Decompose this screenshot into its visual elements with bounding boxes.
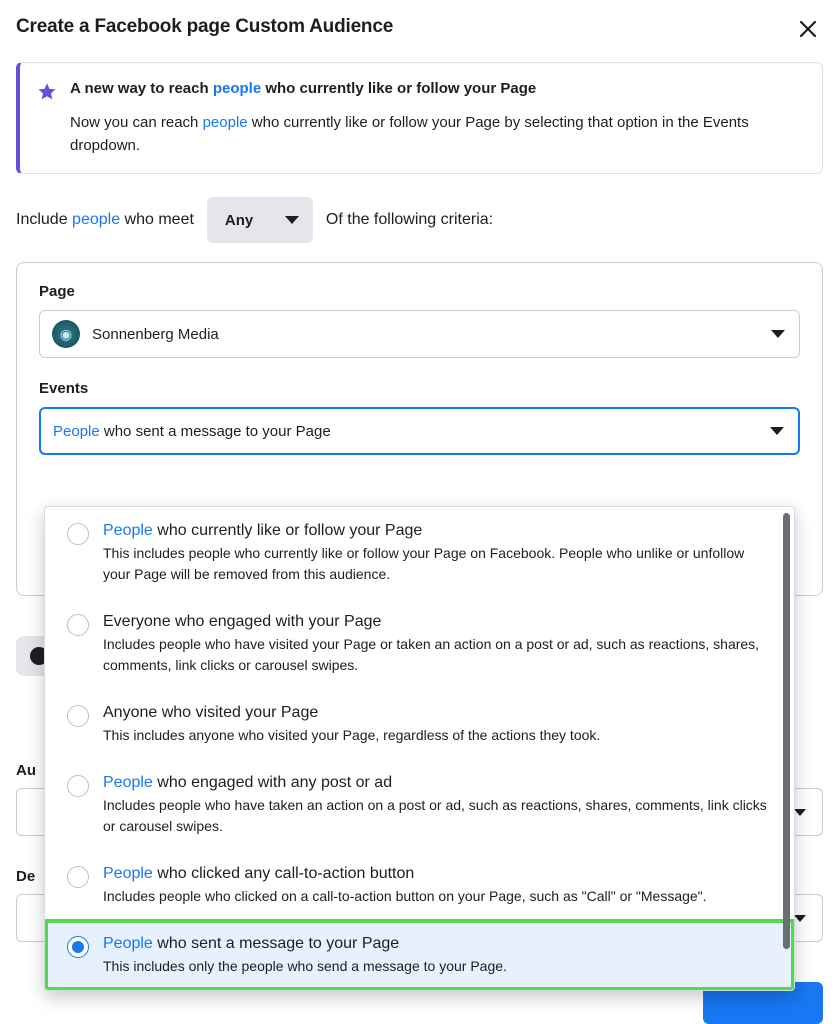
radio-button[interactable]: [67, 614, 89, 636]
page-select-value: Sonnenberg Media: [92, 325, 219, 343]
events-select[interactable]: [39, 407, 800, 455]
include-criteria-row: [16, 196, 823, 244]
radio-button[interactable]: [67, 866, 89, 888]
page-title: Create a Facebook page Custom Audience: [16, 16, 394, 37]
dropdown-option-title-rest: who sent a message to your Page: [152, 935, 400, 952]
dropdown-option[interactable]: [45, 920, 794, 990]
radio-button[interactable]: [67, 936, 89, 958]
banner-title-prefix: A new way to reach: [70, 80, 213, 97]
description-label: De: [16, 868, 36, 885]
banner-title-suffix: who currently like or follow your Page: [261, 80, 537, 97]
events-select-value-rest: who sent a message to your Page: [99, 422, 331, 440]
banner-title-link[interactable]: people: [212, 80, 262, 97]
dropdown-option-text: [103, 863, 768, 907]
banner-body: [70, 111, 804, 157]
info-banner: [16, 62, 823, 174]
dropdown-option-description: This includes only the people who send a message to your Page.: [103, 958, 507, 974]
match-type-value: Any: [224, 211, 254, 229]
dropdown-option-title-rest: who engaged with any post or ad: [152, 774, 393, 791]
chevron-down-icon: [285, 216, 299, 224]
events-field-label: Events: [39, 380, 89, 397]
dropdown-option-title-link: People: [103, 522, 153, 539]
events-dropdown: [44, 506, 795, 991]
dropdown-option-text: [103, 520, 768, 585]
dropdown-option[interactable]: [45, 759, 794, 850]
include-text: [16, 211, 194, 229]
include-suffix: Of the following criteria:: [325, 211, 494, 228]
events-select-value-link: People: [53, 422, 100, 440]
include-mid: who meet: [120, 211, 194, 228]
radio-button[interactable]: [67, 775, 89, 797]
include-people-link[interactable]: people: [72, 211, 121, 228]
page-select[interactable]: [39, 310, 800, 358]
dropdown-option-description: Includes people who have taken an action on a post or ad, such as reactions, shares, comments, link clicks or carousel swipes.: [103, 797, 767, 834]
dropdown-option[interactable]: [45, 689, 794, 759]
dropdown-option-title-rest: who clicked any call-to-action button: [152, 865, 415, 882]
banner-body-suffix: who currently like or follow your Page by selecting that option in the Events dropdown.: [70, 114, 749, 154]
include-prefix: Include: [16, 211, 73, 228]
dropdown-option-title-link: People: [103, 935, 153, 952]
dropdown-option[interactable]: [45, 850, 794, 920]
dropdown-option-description: This includes anyone who visited your Page, regardless of the actions they took.: [103, 727, 601, 743]
radio-button[interactable]: [67, 705, 89, 727]
dropdown-option-title-link: People: [103, 865, 153, 882]
banner-title: [70, 79, 804, 99]
banner-body-link[interactable]: people: [202, 114, 248, 131]
dropdown-option[interactable]: [45, 507, 794, 598]
dropdown-option-title-rest: Everyone who engaged with your Page: [103, 613, 382, 630]
dialog-header: [0, 0, 839, 56]
dropdown-option[interactable]: [45, 598, 794, 689]
dropdown-option-title: [103, 611, 768, 633]
dropdown-option-title: [103, 520, 768, 542]
page-field-label: Page: [39, 283, 75, 300]
chevron-down-icon: [794, 809, 806, 816]
dropdown-option-title-rest: who currently like or follow your Page: [152, 522, 423, 539]
events-dropdown-list: [45, 507, 794, 990]
dropdown-scrollbar[interactable]: [783, 513, 790, 949]
chevron-down-icon: [794, 915, 806, 922]
dropdown-option-text: [103, 772, 768, 837]
dropdown-option-title: [103, 702, 768, 724]
chevron-down-icon: [771, 330, 785, 338]
dropdown-option-title: [103, 863, 768, 885]
close-icon[interactable]: [791, 12, 825, 46]
globe-avatar-icon: ◉: [52, 320, 80, 348]
dropdown-option-description: Includes people who clicked on a call-to-action button on your Page, such as "Call" or "Message".: [103, 888, 707, 904]
audience-name-label: Au: [16, 762, 36, 779]
dropdown-option-title-link: People: [103, 774, 153, 791]
dropdown-option-description: Includes people who have visited your Page or taken an action on a post or ad, such as reactions, shares, comments, link clicks or carousel swipes.: [103, 636, 760, 673]
chevron-down-icon: [770, 427, 784, 435]
dropdown-option-title: [103, 933, 768, 955]
banner-body-prefix: Now you can reach: [70, 114, 203, 131]
dropdown-option-text: [103, 933, 768, 977]
radio-button[interactable]: [67, 523, 89, 545]
dropdown-option-title: [103, 772, 768, 794]
star-icon: [36, 79, 58, 157]
dropdown-option-title-rest: Anyone who visited your Page: [103, 704, 319, 721]
dropdown-option-text: [103, 702, 768, 746]
dropdown-option-description: This includes people who currently like or follow your Page on Facebook. People who unlike or unfollow your Page will be removed from this audience.: [103, 545, 745, 582]
dropdown-option-text: [103, 611, 768, 676]
match-type-select[interactable]: [207, 197, 313, 243]
